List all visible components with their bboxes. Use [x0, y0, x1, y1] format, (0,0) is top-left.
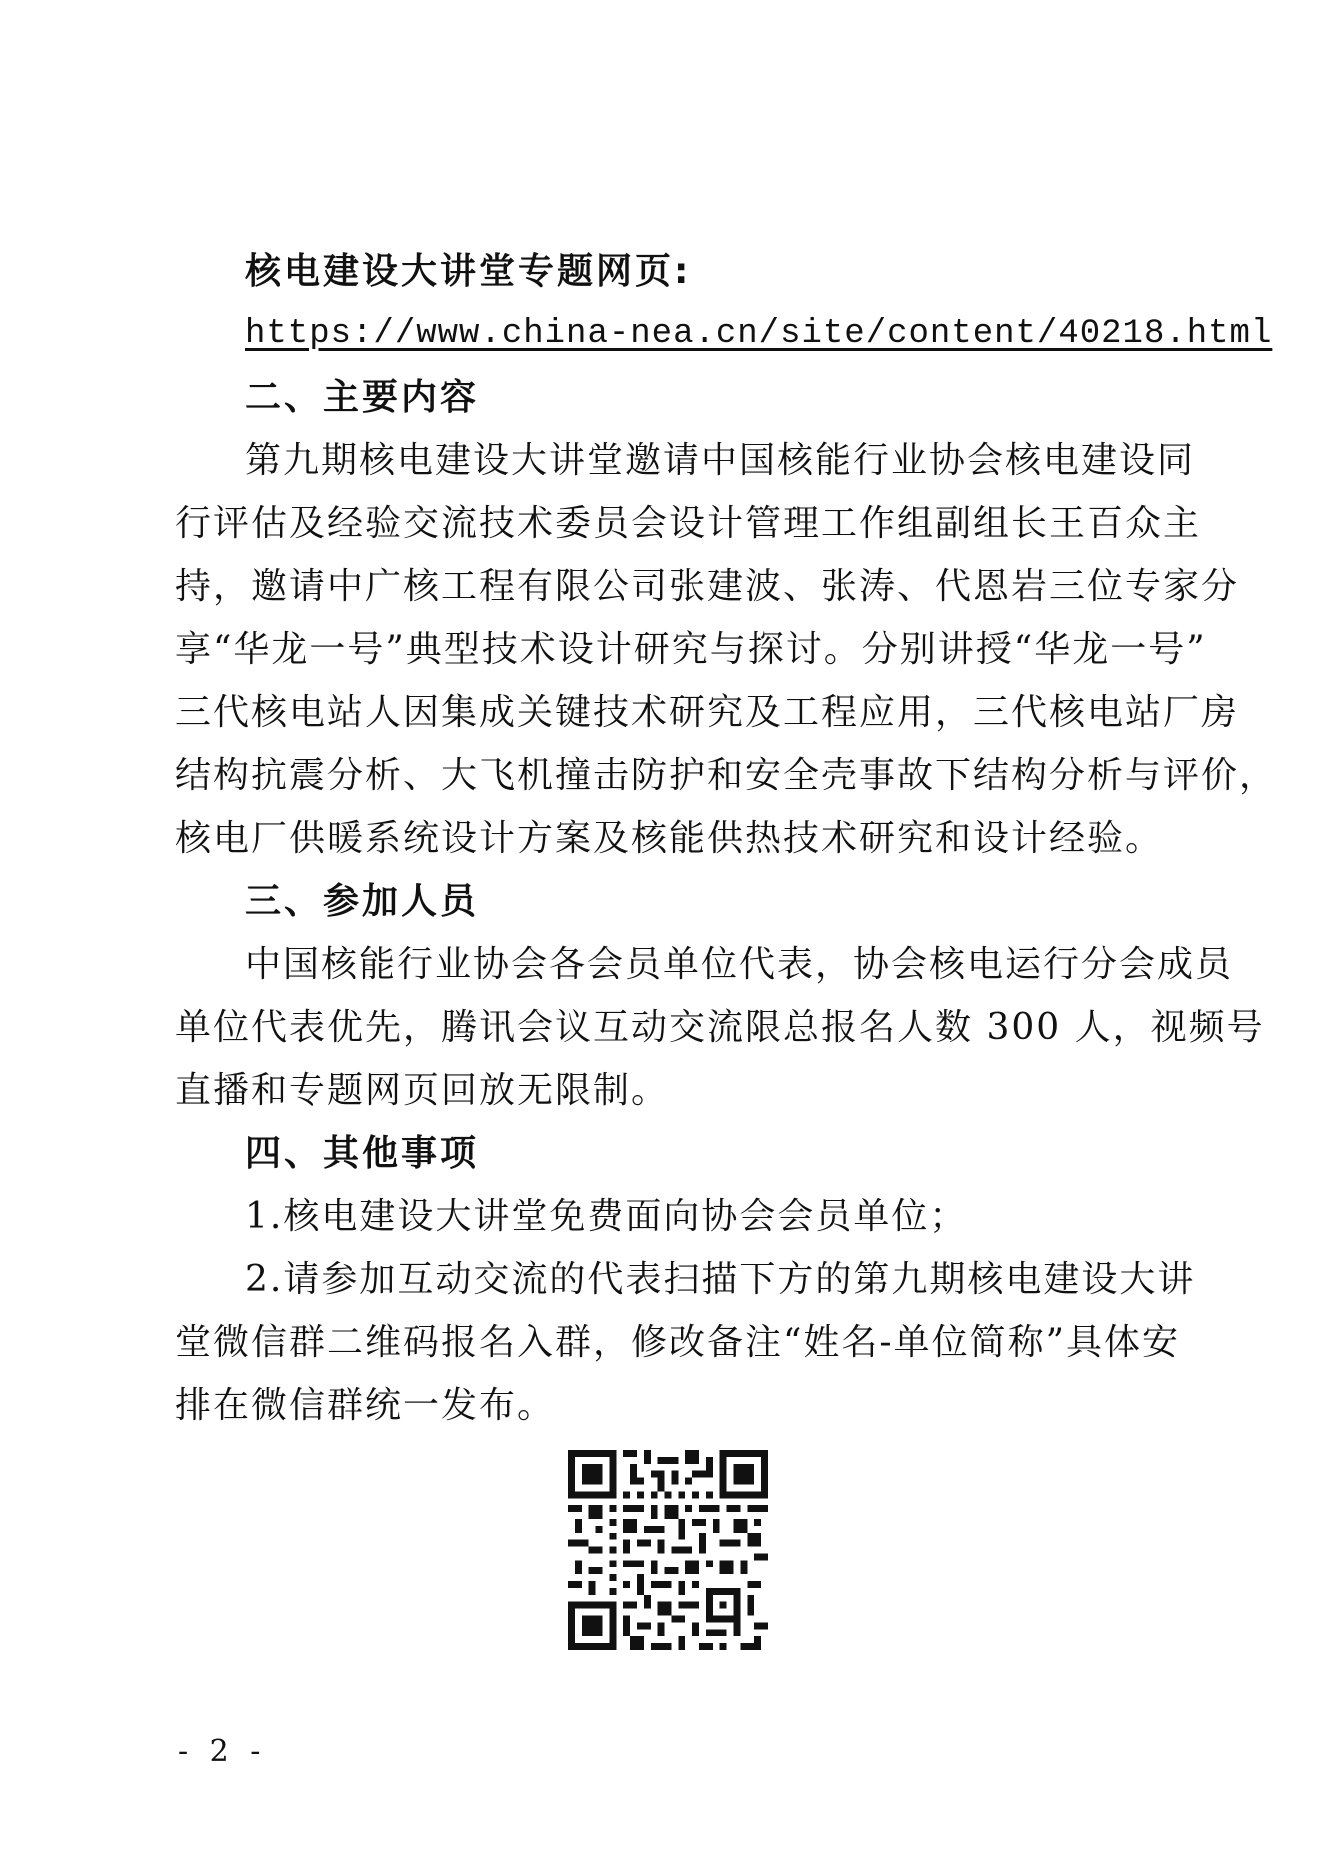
paragraph-line: 核电厂供暖系统设计方案及核能供热技术研究和设计经验。	[175, 818, 1164, 859]
paragraph-line: 享“华龙一号”典型技术设计研究与探讨。分别讲授“华龙一号”	[175, 629, 1207, 670]
qr-code-icon[interactable]	[568, 1450, 768, 1650]
list-item: 1.核电建设大讲堂免费面向协会会员单位；	[245, 1196, 968, 1237]
paragraph-line: 单位代表优先，腾讯会议互动交流限总报名人数 300 人，视频号	[175, 1007, 1265, 1048]
paragraph-line: 三代核电站人因集成关键技术研究及工程应用，三代核电站厂房	[175, 692, 1240, 733]
paragraph-line: 堂微信群二维码报名入群，修改备注“姓名-单位简称”具体安	[175, 1322, 1180, 1363]
paragraph-line: 中国核能行业协会各会员单位代表，协会核电运行分会成员	[245, 944, 1234, 985]
list-item: 2.请参加互动交流的代表扫描下方的第九期核电建设大讲	[245, 1259, 1196, 1300]
paragraph-line: 直播和专题网页回放无限制。	[175, 1070, 670, 1111]
paragraph-line: 结构抗震分析、大飞机撞击防护和安全壳事故下结构分析与评价，	[175, 755, 1278, 796]
section-3-heading: 三、参加人员	[245, 881, 480, 922]
section-2-heading: 二、主要内容	[245, 377, 480, 418]
paragraph-line: 第九期核电建设大讲堂邀请中国核能行业协会核电建设同	[245, 440, 1196, 481]
paragraph-line: 行评估及经验交流技术委员会设计管理工作组副组长王百众主	[175, 503, 1202, 544]
paragraph-line: 排在微信群统一发布。	[175, 1385, 556, 1426]
paragraph-line: 持，邀请中广核工程有限公司张建波、张涛、代恩岩三位专家分	[175, 566, 1240, 607]
page-number: - 2 -	[178, 1734, 267, 1769]
section-4-heading: 四、其他事项	[245, 1133, 480, 1174]
webpage-link[interactable]: https://www.china-nea.cn/site/content/40218.html	[245, 315, 1273, 353]
webpage-label: 核电建设大讲堂专题网页:	[245, 251, 692, 292]
